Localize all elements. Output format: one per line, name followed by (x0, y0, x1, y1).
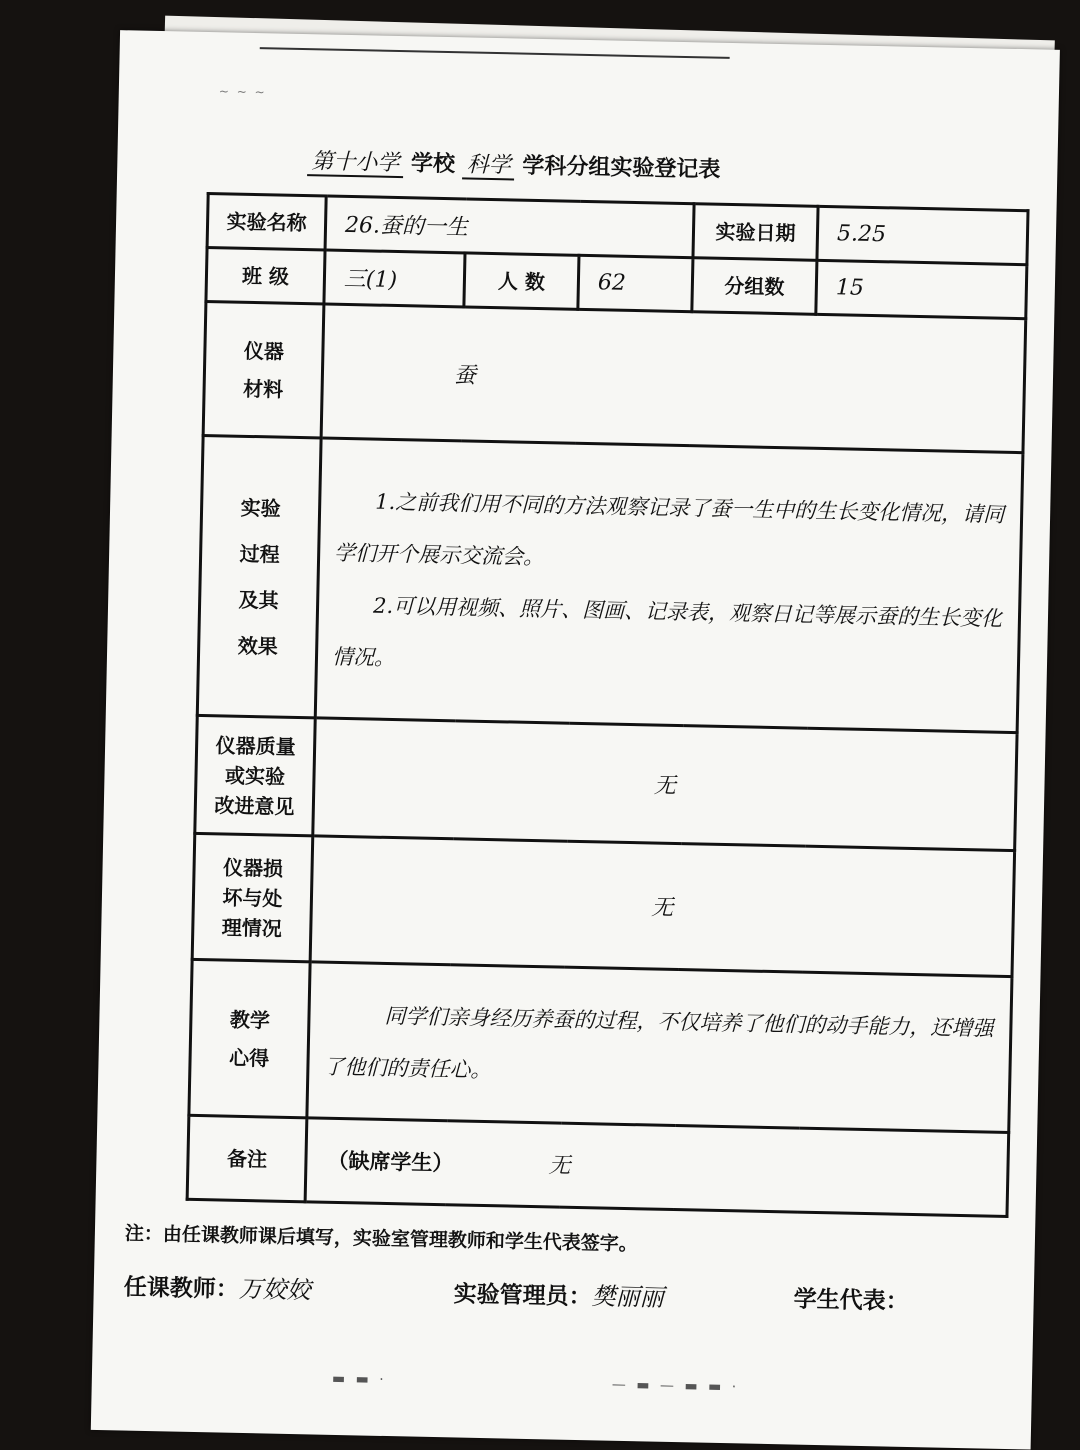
remarks-value: 无 (548, 1152, 571, 1179)
teaching-value: 同学们亲身经历养蚕的过程，不仅培养了他们的动手能力，还增强了他们的责任心。 (307, 962, 1012, 1133)
damage-value: 无 (310, 836, 1014, 977)
row-quality (195, 715, 1017, 850)
class-value: 三(1) (324, 250, 465, 307)
teacher-label: 任课教师： (123, 1273, 240, 1303)
groups-value: 15 (816, 260, 1027, 318)
row-process (197, 435, 1023, 732)
row-remarks (187, 1115, 1009, 1216)
registration-form-sheet (91, 30, 1060, 1449)
school-label: 学校 (410, 150, 456, 178)
materials-label-line: 材料 (242, 376, 284, 402)
bottom-smudge: — ▬ — ▬ ▬ · (611, 1376, 740, 1396)
teacher-signature (123, 1267, 311, 1306)
process-paragraph-2: 2.可以用视频、照片、图画、记录表，观察日记等展示蚕的生长变化情况。 (331, 593, 1003, 670)
quality-label (195, 715, 315, 835)
damage-label (192, 833, 313, 961)
materials-value: 蚕 (321, 304, 1026, 453)
teaching-label-line: 心得 (228, 1045, 270, 1071)
row-teaching (189, 959, 1012, 1132)
remarks-cell (305, 1118, 1009, 1217)
experiment-name-value: 26.蚕的一生 (325, 196, 694, 258)
corner-mark: ~ ~ ~ (218, 84, 267, 100)
damage-label-line: 仪器损 (222, 855, 284, 881)
people-value: 62 (578, 255, 693, 311)
experiment-name-label: 实验名称 (207, 194, 326, 250)
experiment-form-table (186, 192, 1030, 1218)
admin-signature (453, 1273, 664, 1312)
people-label: 人 数 (464, 253, 579, 309)
title-text: 学科分组实验登记表 (522, 152, 721, 183)
teacher-name: 万姣姣 (238, 1274, 312, 1305)
damage-label-line: 坏与处 (222, 884, 283, 911)
experiment-date-label: 实验日期 (693, 204, 818, 261)
materials-label (203, 302, 324, 438)
bottom-smudge: ▬ ▬ · (331, 1370, 387, 1389)
student-signature (793, 1281, 909, 1316)
top-rule (260, 47, 730, 59)
admin-label: 实验管理员： (453, 1280, 592, 1311)
groups-label: 分组数 (692, 258, 817, 315)
materials-label-line: 仪器 (243, 338, 285, 364)
school-name-handwritten: 第十小学 (307, 149, 404, 178)
teaching-label (189, 959, 310, 1117)
admin-name: 樊丽丽 (591, 1282, 664, 1312)
remarks-label: 备注 (187, 1115, 307, 1201)
process-label-line: 效果 (237, 633, 278, 659)
process-paragraph-1: 1.之前我们用不同的方法观察记录了蚕一生中的生长变化情况，请同学们开个展示交流会。 (333, 489, 1005, 569)
row-damage (192, 833, 1014, 976)
subject-handwritten: 科学 (462, 152, 515, 180)
process-value (315, 438, 1023, 733)
class-label: 班 级 (206, 248, 325, 304)
quality-label-line: 改进意见 (214, 792, 295, 819)
experiment-date-value: 5.25 (817, 206, 1028, 264)
quality-label-line: 或实验 (224, 763, 286, 789)
quality-value: 无 (313, 718, 1017, 851)
process-label-line: 过程 (239, 541, 280, 567)
quality-label-line: 仪器质量 (215, 732, 296, 759)
student-label: 学生代表： (793, 1285, 909, 1315)
process-label-line: 实验 (240, 495, 281, 521)
footnote: 注：由任课教师课后填写，实验室管理教师和学生代表签字。 (124, 1222, 639, 1256)
remarks-printed: （缺席学生） (327, 1147, 454, 1175)
damage-label-line: 理情况 (221, 914, 283, 941)
process-label (197, 435, 321, 717)
teaching-label-line: 教学 (229, 1007, 271, 1033)
process-label-line: 及其 (238, 587, 279, 613)
form-title (307, 144, 1007, 190)
row-materials (203, 302, 1026, 453)
